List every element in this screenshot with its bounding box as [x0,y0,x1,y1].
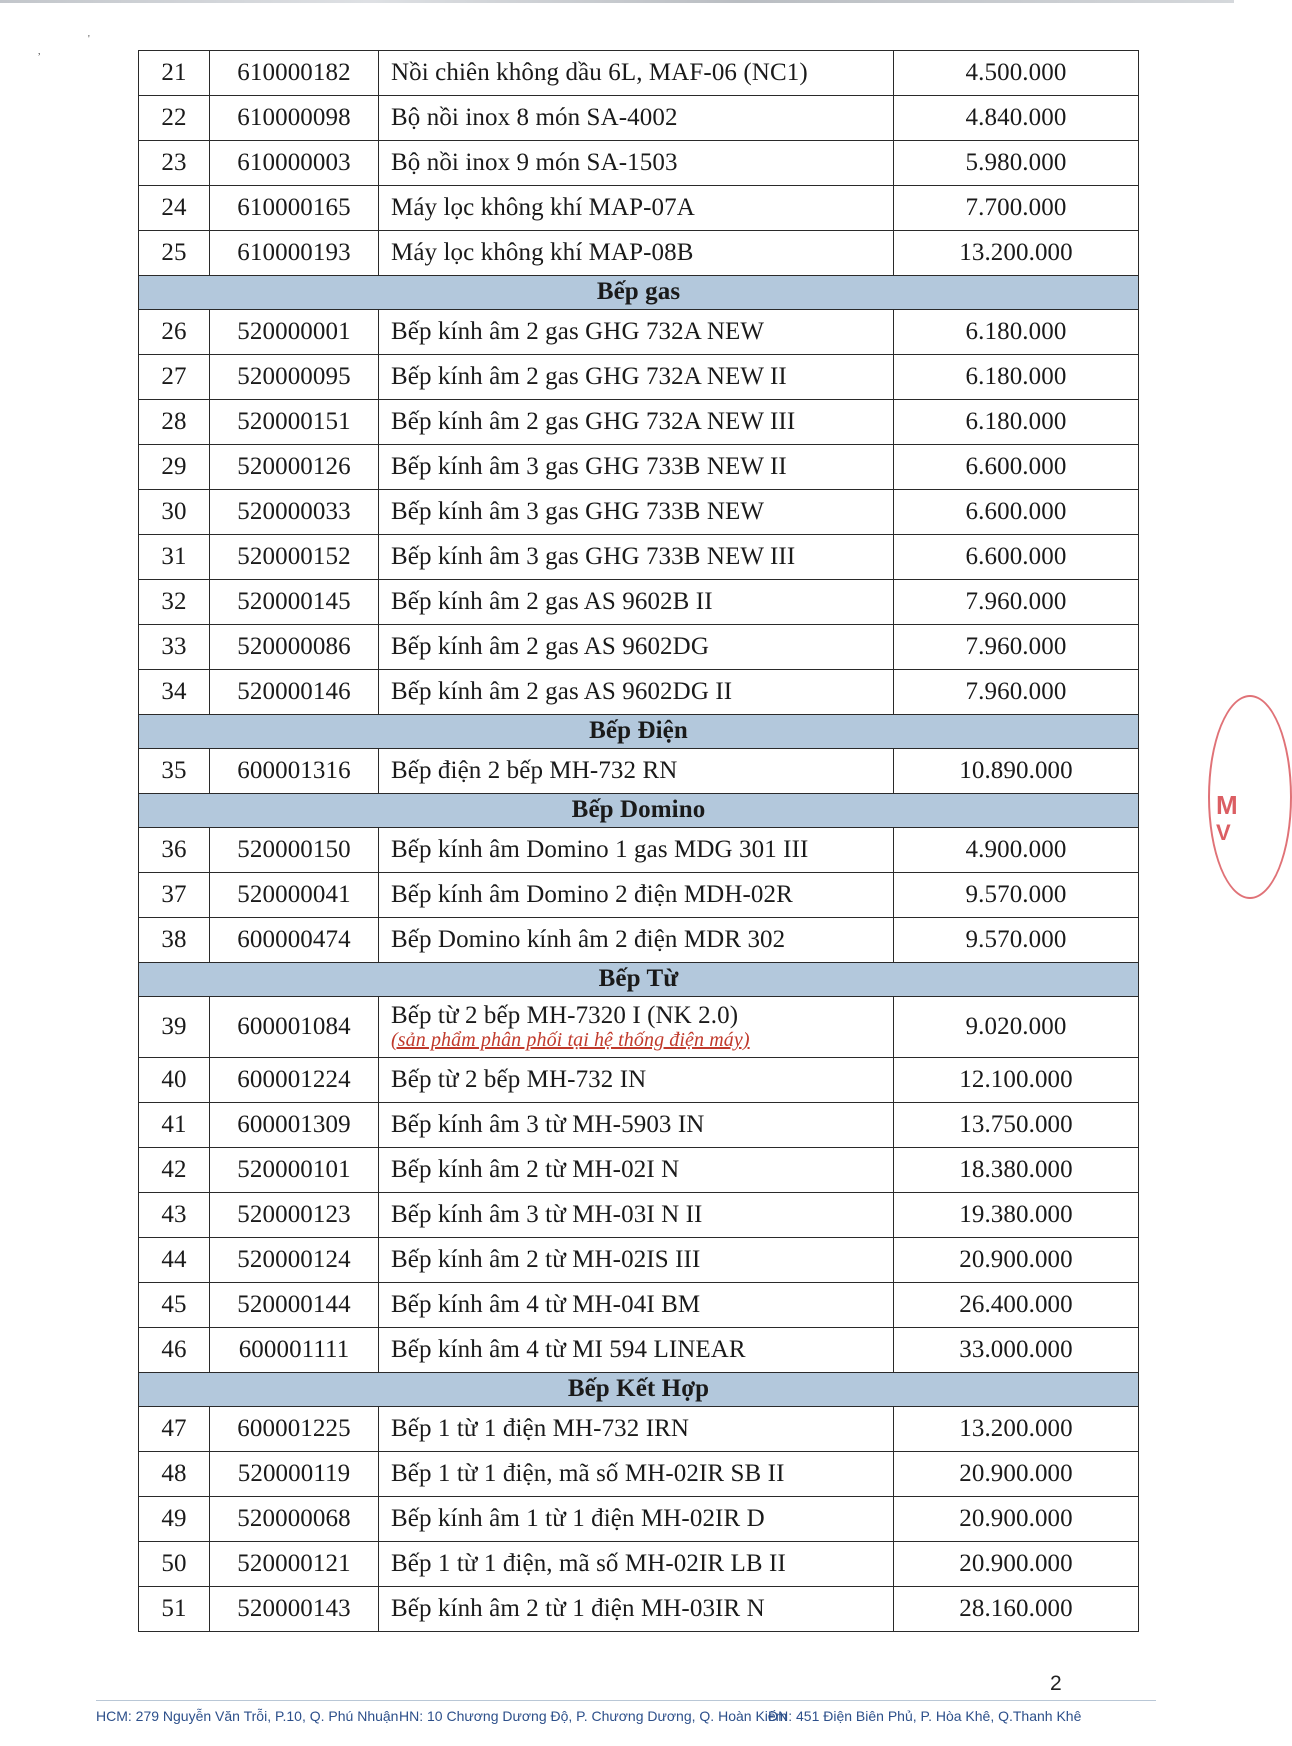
table-row [139,749,1139,794]
product-code: 520000124 [210,1238,379,1283]
product-price: 9.570.000 [894,918,1139,963]
table-row [139,1058,1139,1103]
table-row [139,670,1139,715]
product-price: 19.380.000 [894,1193,1139,1238]
row-number: 29 [139,445,210,490]
product-code: 600001084 [210,997,379,1058]
product-code: 520000146 [210,670,379,715]
row-number: 51 [139,1587,210,1632]
row-number: 30 [139,490,210,535]
product-name: Bếp kính âm Domino 2 điện MDH-02R [379,873,894,918]
table-row [139,231,1139,276]
product-code: 520000123 [210,1193,379,1238]
row-number: 31 [139,535,210,580]
product-code: 610000003 [210,141,379,186]
table-row [139,96,1139,141]
product-price: 13.200.000 [894,231,1139,276]
row-number: 42 [139,1148,210,1193]
row-number: 25 [139,231,210,276]
table-row [139,1193,1139,1238]
product-price: 20.900.000 [894,1452,1139,1497]
product-price: 4.900.000 [894,828,1139,873]
row-number: 21 [139,51,210,96]
table-row [139,828,1139,873]
product-price: 20.900.000 [894,1238,1139,1283]
product-name: Bếp kính âm 2 gas GHG 732A NEW II [379,355,894,400]
product-name: Bếp kính âm 3 gas GHG 733B NEW II [379,445,894,490]
table-row [139,1283,1139,1328]
product-code: 520000041 [210,873,379,918]
product-name: Bếp kính âm 4 từ MI 594 LINEAR [379,1328,894,1373]
product-name: Bếp điện 2 bếp MH-732 RN [379,749,894,794]
product-name: Nồi chiên không dầu 6L, MAF-06 (NC1) [379,51,894,96]
table-row [139,141,1139,186]
table-row [139,51,1139,96]
table-row [139,1148,1139,1193]
product-name: Bếp kính âm 2 gas AS 9602DG [379,625,894,670]
stamp-glyph: V [1216,820,1231,845]
product-price: 4.840.000 [894,96,1139,141]
row-number: 26 [139,310,210,355]
product-name: Bếp kính âm 2 từ MH-02IS III [379,1238,894,1283]
price-list-body [139,51,1139,1632]
product-price: 33.000.000 [894,1328,1139,1373]
product-name: Bếp kính âm 2 gas GHG 732A NEW III [379,400,894,445]
product-name: Bếp Domino kính âm 2 điện MDR 302 [379,918,894,963]
section-header-row [139,715,1139,749]
row-number: 27 [139,355,210,400]
product-name: Bếp kính âm 2 gas GHG 732A NEW [379,310,894,355]
table-row [139,1497,1139,1542]
row-number: 35 [139,749,210,794]
product-price: 20.900.000 [894,1542,1139,1587]
section-title: Bếp gas [139,276,1139,310]
product-name: Bếp kính âm 1 từ 1 điện MH-02IR D [379,1497,894,1542]
product-code: 610000193 [210,231,379,276]
product-code: 520000001 [210,310,379,355]
product-name: Bếp kính âm Domino 1 gas MDG 301 III [379,828,894,873]
table-row [139,355,1139,400]
row-number: 23 [139,141,210,186]
table-row [139,445,1139,490]
section-title: Bếp Kết Hợp [139,1373,1139,1407]
page-number: 2 [1050,1672,1062,1695]
product-code: 520000033 [210,490,379,535]
section-header-row [139,276,1139,310]
row-number: 33 [139,625,210,670]
product-code: 610000165 [210,186,379,231]
product-price: 10.890.000 [894,749,1139,794]
table-row [139,625,1139,670]
product-name: Bếp kính âm 4 từ MH-04I BM [379,1283,894,1328]
product-code: 520000119 [210,1452,379,1497]
product-code: 520000143 [210,1587,379,1632]
product-price: 6.180.000 [894,400,1139,445]
product-name: Bếp kính âm 3 từ MH-5903 IN [379,1103,894,1148]
product-price: 6.600.000 [894,535,1139,580]
product-price: 6.180.000 [894,355,1139,400]
product-code: 520000145 [210,580,379,625]
product-code: 520000086 [210,625,379,670]
product-price: 4.500.000 [894,51,1139,96]
table-row [139,1238,1139,1283]
section-header-row [139,1373,1139,1407]
product-price: 7.700.000 [894,186,1139,231]
scan-speck: ' [88,34,90,45]
table-row [139,997,1139,1058]
row-number: 47 [139,1407,210,1452]
product-code: 600001224 [210,1058,379,1103]
row-number: 28 [139,400,210,445]
product-price: 13.200.000 [894,1407,1139,1452]
product-name: Bếp kính âm 2 gas AS 9602DG II [379,670,894,715]
table-row [139,400,1139,445]
product-code: 600001225 [210,1407,379,1452]
product-price: 9.020.000 [894,997,1139,1058]
table-row [139,1542,1139,1587]
section-header-row [139,794,1139,828]
table-row [139,1103,1139,1148]
row-number: 40 [139,1058,210,1103]
section-title: Bếp Điện [139,715,1139,749]
product-name: Bếp 1 từ 1 điện MH-732 IRN [379,1407,894,1452]
section-title: Bếp Domino [139,794,1139,828]
product-name-cell [379,997,894,1058]
product-name: Bếp kính âm 2 từ 1 điện MH-03IR N [379,1587,894,1632]
row-number: 50 [139,1542,210,1587]
table-row [139,873,1139,918]
product-code: 520000151 [210,400,379,445]
product-name: Bếp từ 2 bếp MH-732 IN [379,1058,894,1103]
row-number: 36 [139,828,210,873]
product-price: 12.100.000 [894,1058,1139,1103]
product-price: 7.960.000 [894,670,1139,715]
row-number: 44 [139,1238,210,1283]
row-number: 37 [139,873,210,918]
product-name: Bếp kính âm 3 từ MH-03I N II [379,1193,894,1238]
distribution-note: (sản phẩm phân phối tại hệ thống điện máy) [391,1029,750,1052]
product-price: 6.600.000 [894,445,1139,490]
product-name: Bộ nồi inox 9 món SA-1503 [379,141,894,186]
product-name: Bếp kính âm 3 gas GHG 733B NEW III [379,535,894,580]
section-header-row [139,963,1139,997]
stamp-glyph: M [1216,790,1238,820]
product-name: Bếp 1 từ 1 điện, mã số MH-02IR SB II [379,1452,894,1497]
row-number: 49 [139,1497,210,1542]
footer-address-dn: ĐN: 451 Điện Biên Phủ, P. Hòa Khê, Q.Thanh Khê [768,1708,1082,1724]
product-price: 7.960.000 [894,625,1139,670]
table-row [139,1452,1139,1497]
product-name: Bộ nồi inox 8 món SA-4002 [379,96,894,141]
product-price: 6.180.000 [894,310,1139,355]
product-name: Bếp từ 2 bếp MH-7320 I (NK 2.0) [391,1001,739,1029]
table-row [139,1587,1139,1632]
table-row [139,918,1139,963]
table-row [139,1328,1139,1373]
row-number: 48 [139,1452,210,1497]
footer-address-hn: HN: 10 Chương Dương Độ, P. Chương Dương, Q. Hoàn Kiếm [399,1708,788,1724]
table-row [139,310,1139,355]
product-code: 520000101 [210,1148,379,1193]
product-code: 600000474 [210,918,379,963]
section-title: Bếp Từ [139,963,1139,997]
product-price: 20.900.000 [894,1497,1139,1542]
table-row [139,1407,1139,1452]
product-code: 520000068 [210,1497,379,1542]
product-code: 600001309 [210,1103,379,1148]
product-code: 520000095 [210,355,379,400]
product-name: Bếp 1 từ 1 điện, mã số MH-02IR LB II [379,1542,894,1587]
scan-speck: , [38,46,41,57]
row-number: 32 [139,580,210,625]
product-code: 600001111 [210,1328,379,1373]
table-row [139,535,1139,580]
product-price: 26.400.000 [894,1283,1139,1328]
product-price: 6.600.000 [894,490,1139,535]
row-number: 46 [139,1328,210,1373]
row-number: 45 [139,1283,210,1328]
product-price: 5.980.000 [894,141,1139,186]
product-price: 13.750.000 [894,1103,1139,1148]
table-row [139,490,1139,535]
row-number: 34 [139,670,210,715]
product-code: 520000152 [210,535,379,580]
product-code: 520000150 [210,828,379,873]
product-code: 520000121 [210,1542,379,1587]
product-code: 610000182 [210,51,379,96]
product-name: Bếp kính âm 2 từ MH-02I N [379,1148,894,1193]
company-stamp-fragment [1208,695,1238,895]
price-list-table [138,50,1139,1632]
product-code: 520000126 [210,445,379,490]
table-row [139,186,1139,231]
product-code: 610000098 [210,96,379,141]
row-number: 41 [139,1103,210,1148]
product-price: 28.160.000 [894,1587,1139,1632]
footer-address-hcm: HCM: 279 Nguyễn Văn Trỗi, P.10, Q. Phú Nhuận [96,1708,399,1724]
product-name: Máy lọc không khí MAP-07A [379,186,894,231]
footer-divider [96,1700,1156,1701]
product-price: 9.570.000 [894,873,1139,918]
row-number: 43 [139,1193,210,1238]
product-code: 600001316 [210,749,379,794]
row-number: 24 [139,186,210,231]
row-number: 39 [139,997,210,1058]
product-name: Bếp kính âm 3 gas GHG 733B NEW [379,490,894,535]
product-code: 520000144 [210,1283,379,1328]
row-number: 22 [139,96,210,141]
top-edge-scan-line [0,0,1234,3]
product-name: Máy lọc không khí MAP-08B [379,231,894,276]
row-number: 38 [139,918,210,963]
table-row [139,580,1139,625]
product-price: 18.380.000 [894,1148,1139,1193]
footer-addresses [96,1708,1156,1730]
product-price: 7.960.000 [894,580,1139,625]
product-name: Bếp kính âm 2 gas AS 9602B II [379,580,894,625]
